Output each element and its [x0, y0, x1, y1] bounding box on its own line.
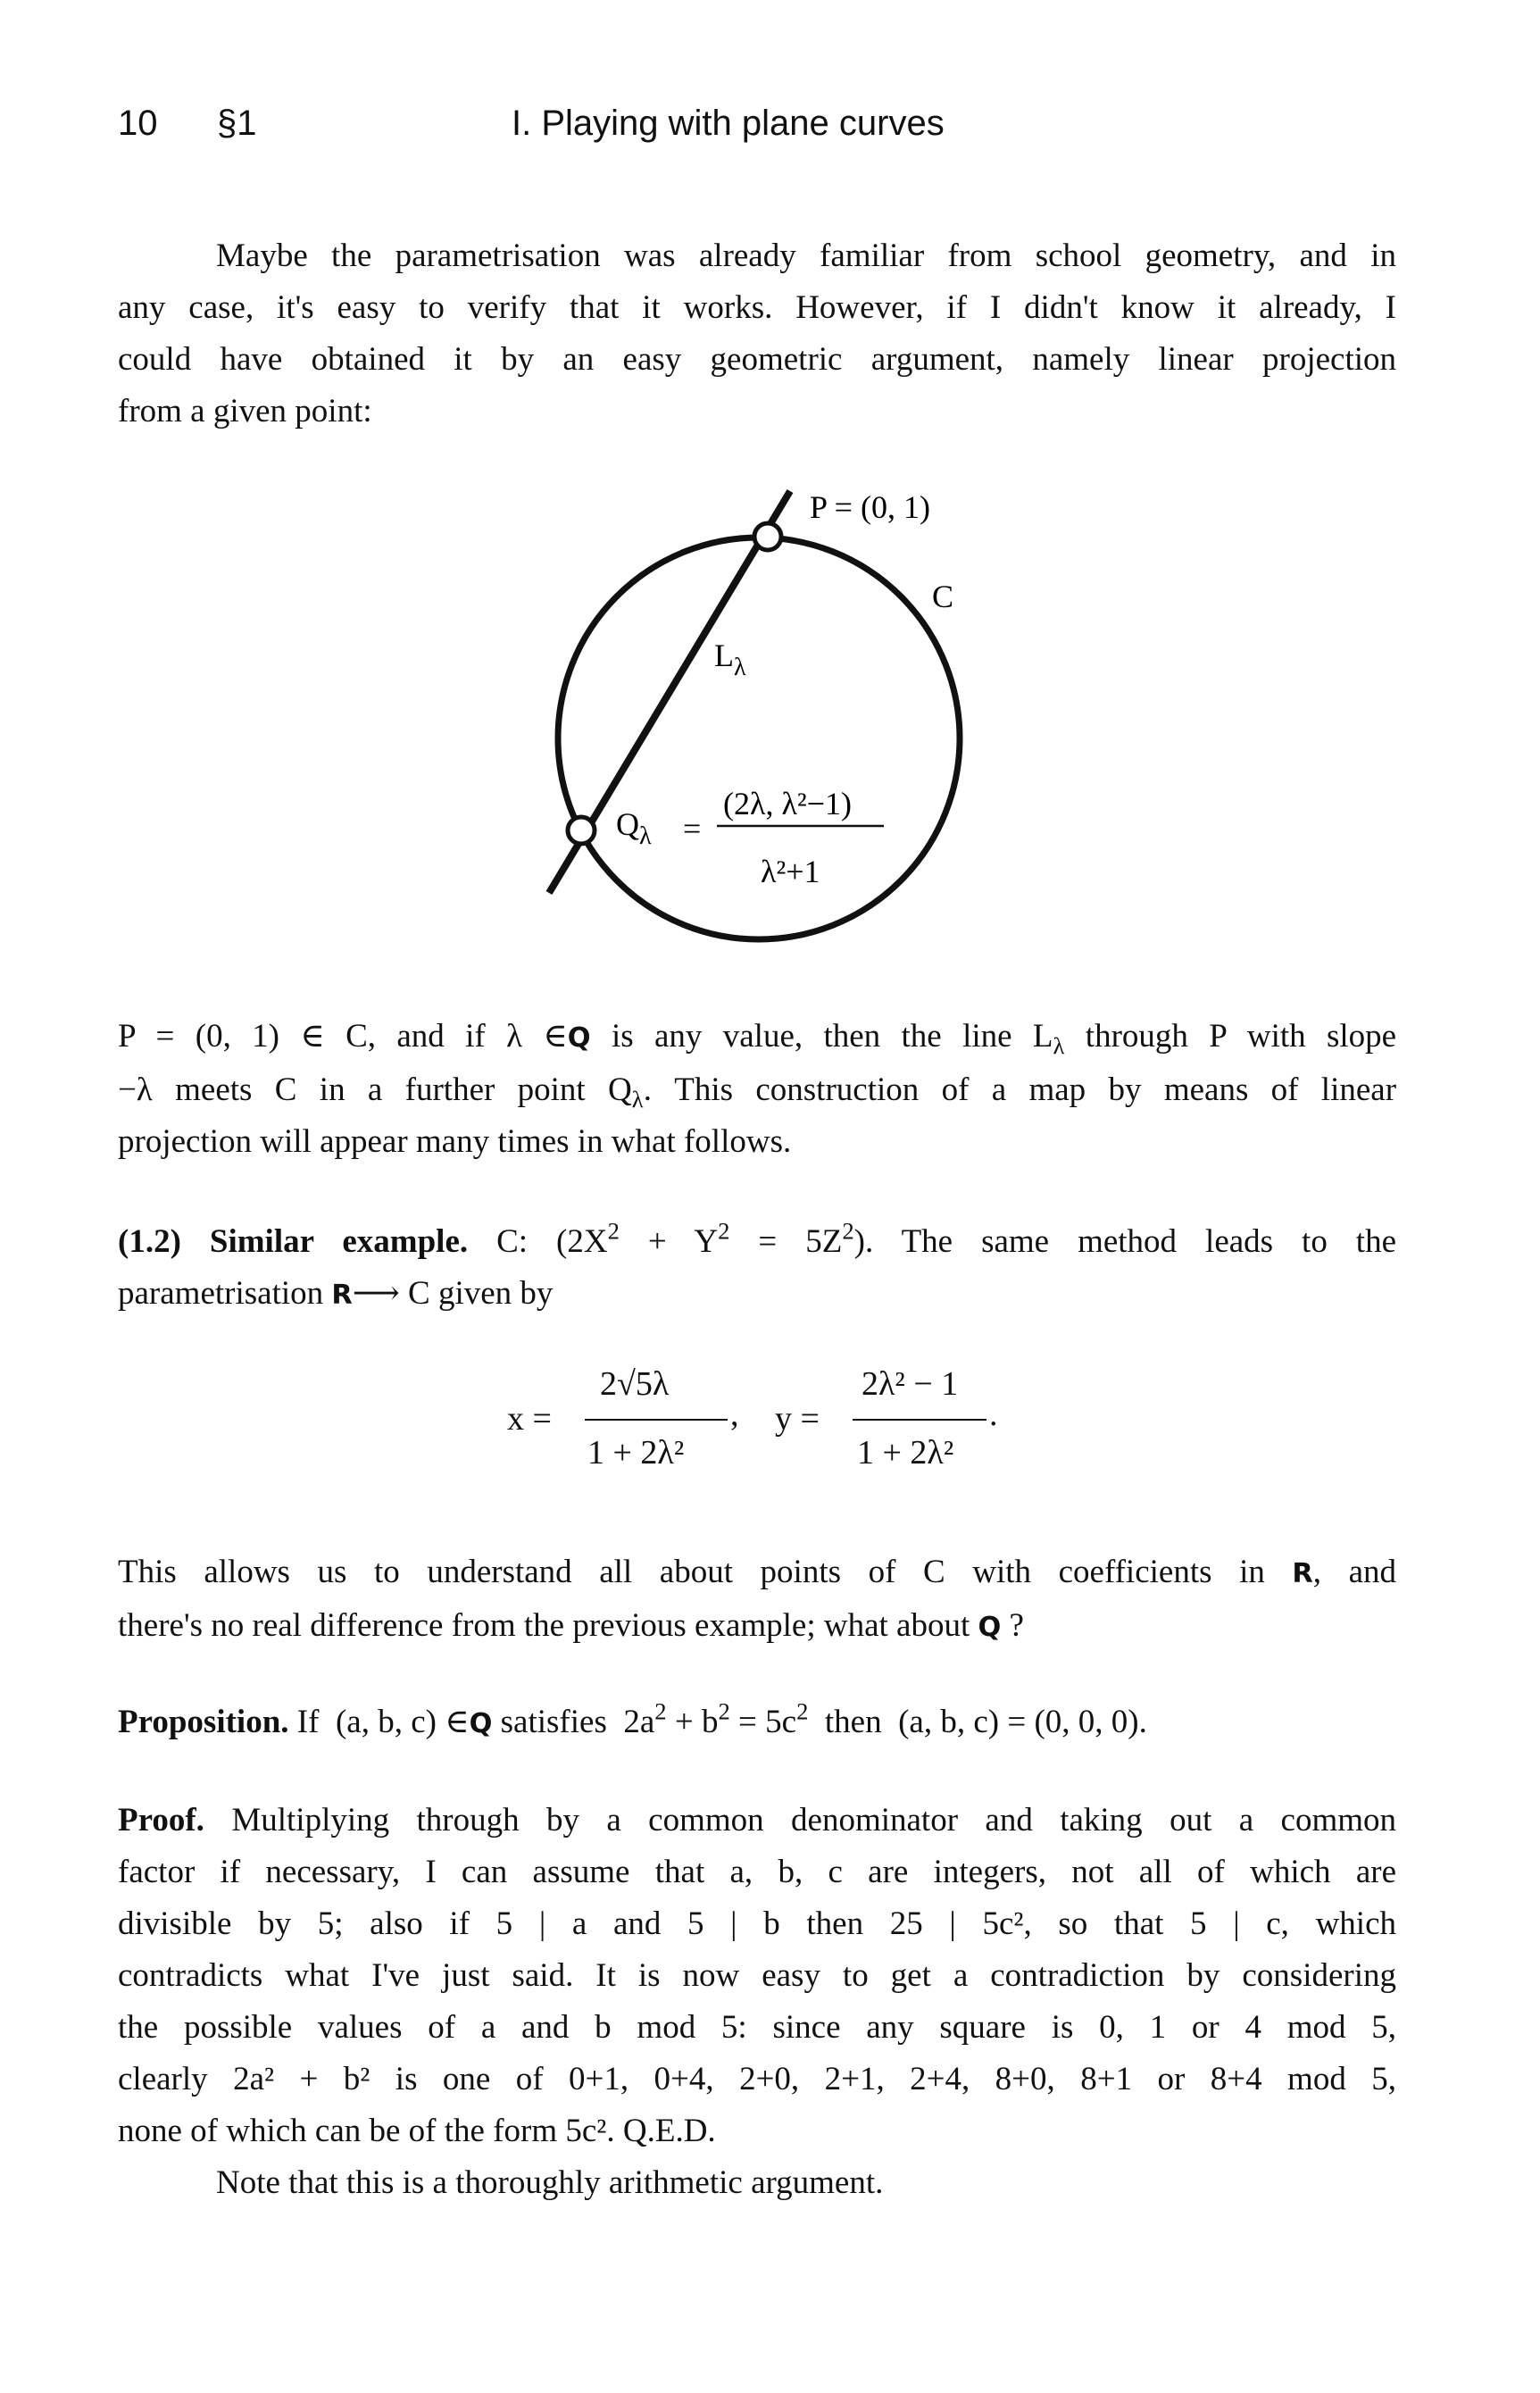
text-line: Proof. Multiplying through by a common denominator and taking out a common: [118, 1802, 1397, 1839]
proposition-heading: Proposition.: [118, 1704, 289, 1740]
rationals-symbol: Q: [567, 1022, 591, 1054]
text-line: [118, 1064, 1396, 1116]
reals-symbol: R: [331, 1280, 353, 1311]
text-line: [118, 1216, 1396, 1268]
inline-text: with slope: [1246, 1018, 1397, 1055]
page-number: 10: [118, 104, 158, 143]
text-line: projection will appear many times in what follows.: [118, 1123, 792, 1160]
inline-math: $Q_\lambda$. This construction of a map by means of linear: [608, 1071, 1397, 1113]
example-heading: (1.2) Similar example.: [118, 1223, 469, 1260]
followup-paragraph: [118, 1547, 1396, 1654]
inline-text: and if: [396, 1018, 486, 1055]
text-line: clearly 2a² + b² is one of 0+1, 0+4, 2+0, 2+1, 2+4, 8+0, 8+1 or 8+4 mod 5,: [118, 2061, 1396, 2097]
inline-math: C: [922, 1554, 945, 1590]
y-denominator: 1 + 2λ²: [857, 1434, 954, 1472]
text-line: Proposition. If (a, b, c) ∈Q satisfies $2a^2 + b^2 = 5c^2$ then (a, b, c) = (0, 0, 0).: [118, 1697, 1147, 1740]
line-l-label: $L_\lambda$: [714, 638, 746, 681]
y-period: .: [989, 1396, 998, 1433]
proof-heading: Proof.: [118, 1802, 204, 1839]
inline-math: λ ∈: [506, 1018, 568, 1055]
inline-text: meets: [175, 1071, 253, 1108]
text-line: the possible values of a and b mod 5: since any square is 0, 1 or 4 mod 5,: [118, 2009, 1396, 2046]
inline-math: P: [1209, 1018, 1227, 1055]
text-line: factor if necessary, I can assume that a, b, c are integers, not all of which are: [118, 1854, 1396, 1890]
section-mark: §1: [217, 104, 257, 143]
text-line: any case, it's easy to verify that it works. However, if I didn't know it already, I: [118, 289, 1396, 326]
q-denominator: λ²+1: [761, 854, 820, 889]
curve-c-label: C: [932, 579, 954, 614]
point-q-label: $Q_\lambda$: [616, 806, 652, 850]
q-numerator: (2λ, λ²−1): [723, 786, 852, 821]
proposition-paragraph: [118, 1697, 1396, 1750]
inline-math: P = (0, 1) ∈ C,: [118, 1018, 377, 1055]
text-line: parametrisation R⟶ C given by: [118, 1275, 554, 1312]
y-fraction-bar: [853, 1419, 986, 1421]
proposition-equation: $2a^2 + b^2 = 5c^2$: [623, 1697, 809, 1740]
rationals-symbol: Q: [469, 1708, 493, 1739]
x-denominator: 1 + 2λ²: [587, 1434, 685, 1472]
point-p: [754, 523, 781, 550]
point-p-label: P = (0, 1): [810, 489, 930, 525]
reals-symbol: R: [1292, 1558, 1313, 1589]
x-label: x =: [507, 1400, 552, 1438]
proof-paragraph: [118, 1795, 1396, 2209]
proof-note: Note that this is a thoroughly arithmetic argument.: [216, 2164, 884, 2201]
inline-math: $L_\lambda$: [1032, 1018, 1065, 1059]
q-equals: =: [683, 811, 702, 846]
projection-figure: [0, 0, 1540, 991]
inline-text: The same method leads to the: [901, 1223, 1397, 1260]
circle-curve: [558, 538, 960, 939]
text-line: from a given point:: [118, 393, 372, 429]
construction-paragraph: [118, 1011, 1396, 1168]
text-line: could have obtained it by an easy geometric argument, namely linear projection: [118, 341, 1396, 378]
inline-text: through: [1085, 1018, 1188, 1055]
example-paragraph: [118, 1216, 1396, 1322]
inline-text: in a further point: [319, 1071, 586, 1108]
x-fraction-bar: [585, 1419, 728, 1421]
text-line: Maybe the parametrisation was already familiar from school geometry, and in: [216, 238, 1396, 274]
text-line: divisible by 5; also if 5 | a and 5 | b then 25 | 5c², so that 5 | c, which: [118, 1905, 1396, 1942]
rationals-symbol: Q: [978, 1612, 1002, 1643]
inline-math: C: [274, 1071, 297, 1108]
inline-math: −λ: [118, 1071, 153, 1108]
text-line: none of which can be of the form 5c². Q.E.D.: [118, 2113, 716, 2149]
text-line: contradicts what I've just said. It is now easy to get a contradiction by considering: [118, 1957, 1396, 1994]
text-line: [118, 1011, 1396, 1064]
y-numerator: 2λ² − 1: [862, 1365, 959, 1403]
y-label: y =: [775, 1400, 820, 1438]
text-line: This allows us to understand all about points of C with coefficients in R, and: [118, 1554, 1397, 1590]
text-line: there's no real difference from the previous example; what about Q ?: [118, 1607, 1024, 1644]
x-numerator: 2√5λ: [600, 1365, 670, 1403]
x-comma: ,: [730, 1396, 739, 1433]
point-q: [568, 817, 595, 844]
inline-text: is any value, then the line: [611, 1018, 1012, 1055]
example-equation: C: $(2X^2 + Y^2 = 5Z^2)$.: [496, 1217, 874, 1260]
chapter-title: I. Playing with plane curves: [512, 104, 945, 143]
